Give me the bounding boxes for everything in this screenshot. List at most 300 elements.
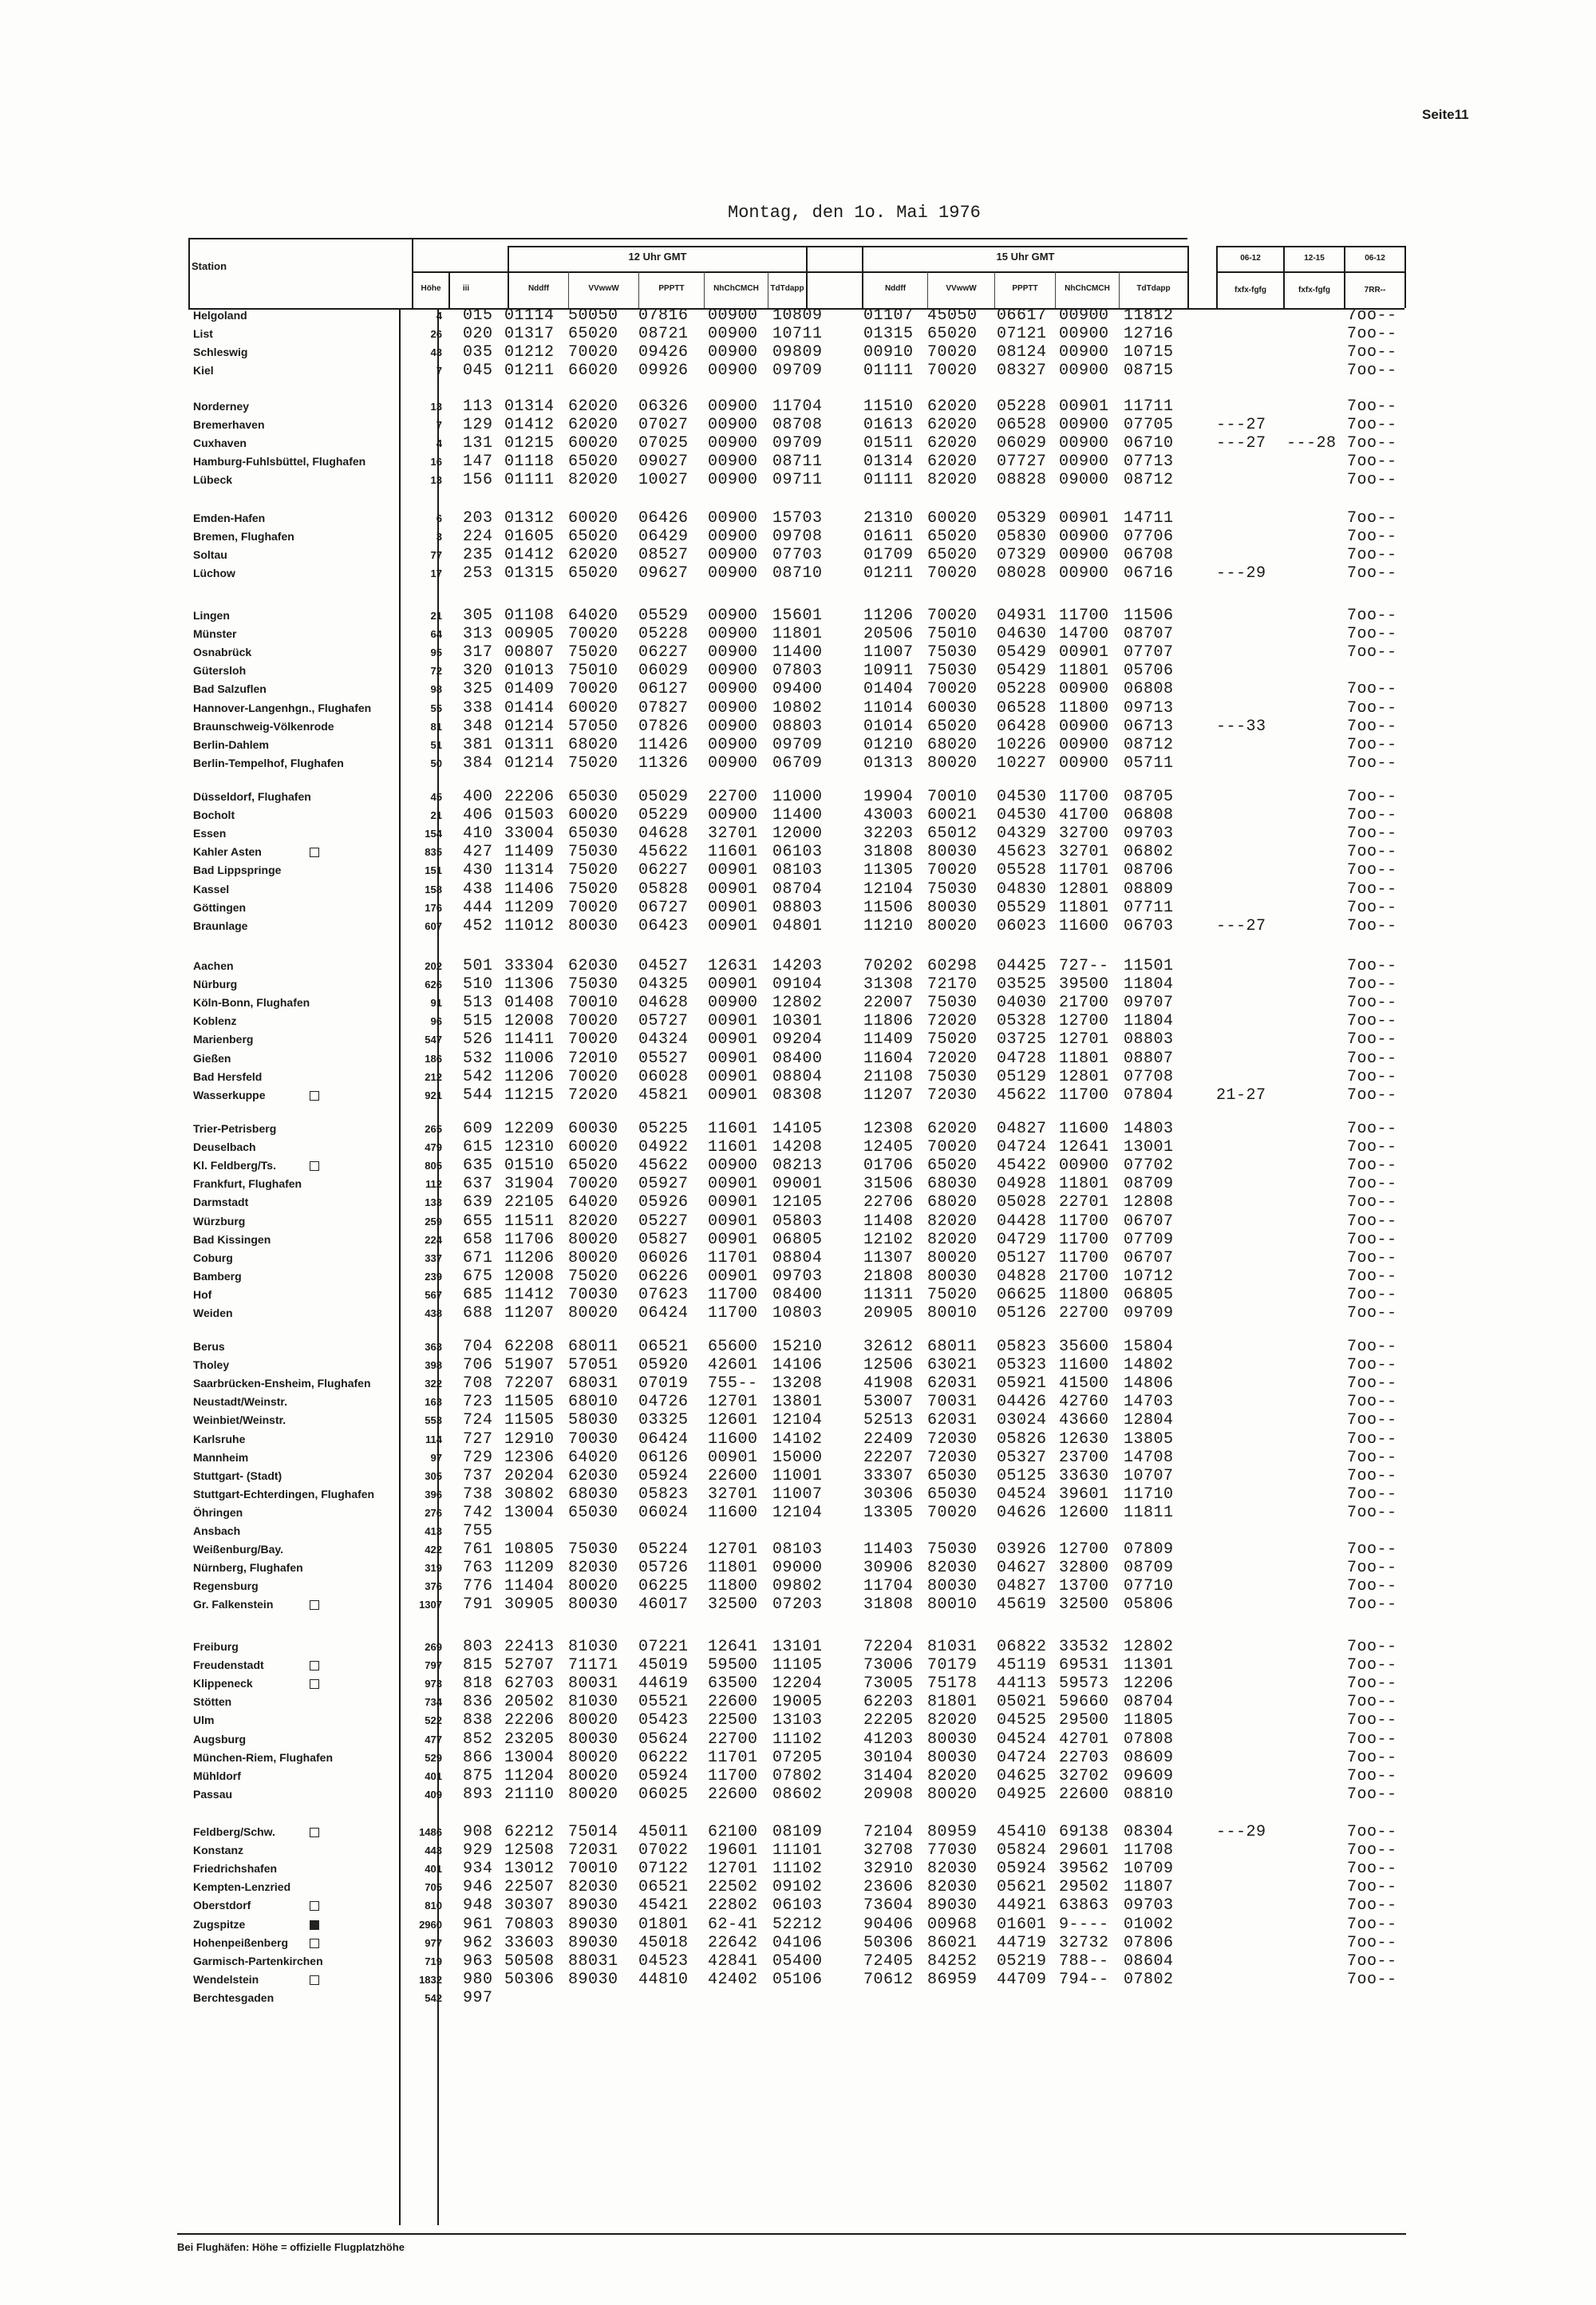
obs-15-value: 31808	[863, 1595, 914, 1615]
station-height: 265	[425, 1123, 442, 1135]
obs-12-value: 11102	[772, 1860, 823, 1879]
obs-12-value: 05423	[638, 1711, 689, 1730]
station-number: 706	[463, 1356, 493, 1375]
extra-value: 7oo--	[1347, 1067, 1397, 1086]
station-name: Wendelstein	[193, 1972, 259, 1986]
station-number: 723	[463, 1393, 493, 1412]
obs-12-value: 01414	[504, 698, 555, 718]
station-number: 639	[463, 1193, 493, 1212]
obs-12-value: 08109	[772, 1823, 823, 1841]
station-name: Ulm	[193, 1714, 215, 1727]
obs-12-value: 08708	[772, 416, 823, 435]
obs-15-value: 75020	[927, 1030, 978, 1050]
station-number: 609	[463, 1120, 493, 1138]
obs-12-value: 00900	[708, 1156, 758, 1176]
obs-12-value: 13101	[772, 1638, 823, 1656]
table-row	[0, 625, 1596, 643]
obs-12-value: 64020	[568, 1193, 618, 1212]
obs-12-value: 22700	[708, 1730, 758, 1749]
obs-15-value: 70020	[927, 1503, 978, 1522]
obs-12-value: 70020	[568, 1067, 618, 1086]
obs-15-value: 30906	[863, 1559, 914, 1578]
station-name: Aachen	[193, 959, 234, 972]
obs-15-value: 10712	[1124, 1267, 1174, 1286]
station-number: 381	[463, 735, 493, 754]
obs-12-value: 05726	[638, 1559, 689, 1578]
obs-15-value: 21310	[863, 509, 914, 528]
obs-12-value: 00900	[708, 698, 758, 718]
obs-12-value: 22802	[708, 1896, 758, 1916]
obs-12-value: 01510	[504, 1156, 555, 1176]
obs-15-value: 73006	[863, 1656, 914, 1675]
table-row	[0, 434, 1596, 453]
obs-15-value: 11207	[863, 1085, 914, 1105]
station-height: 363	[425, 1341, 442, 1353]
table-row	[0, 1086, 1596, 1105]
extra-sub-2: fxfx-fgfg	[1298, 286, 1330, 295]
obs-12-value: 01211	[504, 362, 555, 381]
obs-15-value: 63021	[927, 1356, 978, 1375]
station-number: 320	[463, 662, 493, 681]
station-height: 176	[425, 901, 442, 914]
obs-15-value: 41908	[863, 1374, 914, 1394]
extra-value: 7oo--	[1347, 1951, 1397, 1971]
station-name: Berus	[193, 1340, 225, 1353]
station-name: Köln-Bonn, Flughafen	[193, 996, 310, 1010]
obs-12-value: 75020	[568, 753, 618, 773]
obs-12-value: 09027	[638, 453, 689, 472]
obs-15-value: 12206	[1124, 1674, 1174, 1694]
obs-12-value: 00900	[708, 434, 758, 453]
obs-12-value: 82020	[568, 1212, 618, 1231]
obs-12-value: 00905	[504, 625, 555, 644]
station-height: 72	[430, 665, 442, 678]
obs-12-value: 01317	[504, 325, 555, 344]
obs-12-value: 68020	[568, 735, 618, 754]
obs-15-value: 04830	[997, 880, 1047, 899]
obs-15-value: 05830	[997, 528, 1047, 547]
extra-value: 7oo--	[1347, 1915, 1397, 1934]
obs-12-value: 05828	[638, 880, 689, 899]
station-header: Station	[192, 260, 227, 272]
obs-12-value: 70803	[504, 1915, 555, 1934]
obs-15-value: 90406	[863, 1915, 914, 1934]
col15-nddff: Nddff	[884, 284, 907, 293]
obs-12-value: 12508	[504, 1841, 555, 1860]
obs-12-value: 06423	[638, 916, 689, 935]
obs-12-value: 08103	[772, 861, 823, 880]
obs-12-value: 51907	[504, 1356, 555, 1375]
obs-12-value: 22507	[504, 1878, 555, 1897]
obs-12-value: 11800	[708, 1577, 758, 1596]
obs-12-value: 22206	[504, 788, 555, 806]
obs-12-value: 06028	[638, 1067, 689, 1086]
obs-12-value: 11207	[504, 1304, 555, 1323]
station-name: Gr. Falkenstein	[193, 1598, 274, 1611]
obs-12-value: 13103	[772, 1711, 823, 1730]
obs-12-value: 01114	[504, 306, 555, 325]
obs-15-value: 60298	[927, 957, 978, 975]
station-height: 401	[425, 1769, 442, 1782]
extra-value: 21-27	[1216, 1085, 1266, 1105]
obs-12-value: 04527	[638, 957, 689, 975]
obs-12-value: 05927	[638, 1175, 689, 1194]
obs-12-value: 70010	[568, 1860, 618, 1879]
obs-12-value: 62020	[568, 416, 618, 435]
obs-12-value: 07703	[772, 546, 823, 565]
obs-12-value: 70020	[568, 680, 618, 699]
station-name: Freiburg	[193, 1640, 239, 1653]
obs-12-value: 00901	[708, 1067, 758, 1086]
station-name: Stuttgart-Echterdingen, Flughafen	[193, 1487, 375, 1500]
obs-12-value: 11102	[772, 1730, 823, 1749]
station-number: 675	[463, 1267, 493, 1286]
station-number: 501	[463, 957, 493, 975]
obs-15-value: 06428	[997, 717, 1047, 736]
obs-12-value: 11204	[504, 1766, 555, 1785]
obs-12-value: 08803	[772, 717, 823, 736]
station-number: 348	[463, 717, 493, 736]
obs-15-value: 60030	[927, 698, 978, 718]
obs-12-value: 11007	[772, 1485, 823, 1504]
obs-12-value: 12104	[772, 1411, 823, 1430]
obs-15-value: 62020	[927, 397, 978, 416]
obs-12-value: 65030	[568, 788, 618, 806]
extra-value: 7oo--	[1347, 564, 1397, 583]
obs-15-value: 08709	[1124, 1559, 1174, 1578]
obs-12-value: 06709	[772, 753, 823, 773]
station-height: 376	[425, 1580, 442, 1593]
obs-15-value: 65030	[927, 1485, 978, 1504]
station-height: 805	[425, 1160, 442, 1172]
obs-12-value: 65020	[568, 564, 618, 583]
table-row	[0, 788, 1596, 806]
obs-12-value: 75020	[568, 1267, 618, 1286]
obs-12-value: 68011	[568, 1338, 618, 1356]
obs-12-value: 12631	[708, 957, 758, 975]
obs-15-value: 70010	[927, 788, 978, 806]
obs-15-value: 05228	[997, 397, 1047, 416]
station-name: Darmstadt	[193, 1196, 249, 1209]
obs-12-value: 45019	[638, 1656, 689, 1675]
col12-vvwww: VVwwW	[588, 284, 619, 293]
station-height: 1307	[419, 1599, 442, 1611]
obs-12-value: 11700	[708, 1766, 758, 1785]
obs-15-value: 80030	[927, 1577, 978, 1596]
extra-value: 7oo--	[1347, 1766, 1397, 1785]
obs-15-value: 30104	[863, 1748, 914, 1767]
obs-15-value: 70020	[927, 1138, 978, 1157]
obs-15-value: 82030	[927, 1860, 978, 1879]
obs-15-value: 14700	[1059, 625, 1109, 644]
obs-12-value: 68031	[568, 1374, 618, 1394]
obs-12-value: 22105	[504, 1193, 555, 1212]
obs-15-value: 22700	[1059, 1304, 1109, 1323]
obs-15-value: 12641	[1059, 1138, 1109, 1157]
obs-12-value: 65020	[568, 1156, 618, 1176]
obs-12-value: 75020	[568, 861, 618, 880]
obs-15-value: 44709	[997, 1970, 1047, 1989]
obs-12-value: 05225	[638, 1120, 689, 1138]
station-number: 866	[463, 1748, 493, 1767]
obs-12-value: 12306	[504, 1448, 555, 1467]
obs-12-value: 08721	[638, 325, 689, 344]
obs-15-value: 65030	[927, 1466, 978, 1485]
obs-15-value: 08327	[997, 362, 1047, 381]
obs-12-value: 52212	[772, 1915, 823, 1934]
gmt15-header: 15 Uhr GMT	[996, 251, 1055, 263]
station-height: 977	[425, 1936, 442, 1949]
obs-15-value: 08304	[1124, 1823, 1174, 1841]
obs-12-value: 12104	[772, 1503, 823, 1522]
table-row	[0, 1971, 1596, 1989]
station-height: 50	[430, 757, 442, 769]
obs-15-value: 81031	[927, 1638, 978, 1656]
obs-12-value: 11701	[708, 1248, 758, 1267]
obs-12-value: 65020	[568, 453, 618, 472]
station-number: 738	[463, 1485, 493, 1504]
table-row	[0, 1785, 1596, 1804]
station-number: 452	[463, 916, 493, 935]
obs-12-value: 14208	[772, 1138, 823, 1157]
obs-12-value: 11409	[504, 843, 555, 862]
obs-12-value: 70020	[568, 898, 618, 917]
station-height: 7	[436, 419, 442, 432]
obs-15-value: 05328	[997, 1012, 1047, 1031]
station-name: Coburg	[193, 1251, 233, 1264]
station-name: Nürburg	[193, 978, 238, 991]
table-row	[0, 1193, 1596, 1212]
extra-value: 7oo--	[1347, 1748, 1397, 1767]
obs-15-value: 05529	[997, 898, 1047, 917]
obs-15-value: 13700	[1059, 1577, 1109, 1596]
station-name: Gießen	[193, 1051, 231, 1065]
obs-15-value: 04627	[997, 1559, 1047, 1578]
obs-12-value: 01503	[504, 806, 555, 825]
table-row	[0, 1916, 1596, 1934]
obs-15-value: 11408	[863, 1212, 914, 1231]
obs-15-value: 07713	[1124, 453, 1174, 472]
obs-12-value: 33004	[504, 824, 555, 844]
table-row	[0, 1231, 1596, 1249]
extra-value: 7oo--	[1347, 1230, 1397, 1249]
obs-12-value: 03325	[638, 1411, 689, 1430]
obs-15-value: 00900	[1059, 306, 1109, 325]
obs-15-value: 32732	[1059, 1933, 1109, 1952]
obs-12-value: 44619	[638, 1674, 689, 1694]
obs-12-value: 04628	[638, 824, 689, 844]
obs-12-value: 12008	[504, 1012, 555, 1031]
station-name: Konstanz	[193, 1844, 243, 1857]
obs-15-value: 04530	[997, 788, 1047, 806]
obs-12-value: 62212	[504, 1823, 555, 1841]
obs-15-value: 9----	[1059, 1915, 1109, 1934]
obs-12-value: 12701	[708, 1540, 758, 1560]
obs-12-value: 12601	[708, 1411, 758, 1430]
obs-15-value: 39562	[1059, 1860, 1109, 1879]
extra-value: 7oo--	[1347, 843, 1397, 862]
obs-15-value: 10226	[997, 735, 1047, 754]
table-row	[0, 1522, 1596, 1540]
station-number: 156	[463, 471, 493, 490]
station-number: 737	[463, 1466, 493, 1485]
obs-15-value: 39500	[1059, 975, 1109, 994]
extra-value: 7oo--	[1347, 1175, 1397, 1194]
table-row	[0, 975, 1596, 994]
obs-15-value: 11700	[1059, 1085, 1109, 1105]
extra-value: 7oo--	[1347, 1466, 1397, 1485]
obs-12-value: 62020	[568, 397, 618, 416]
obs-12-value: 05527	[638, 1049, 689, 1068]
obs-15-value: 62031	[927, 1374, 978, 1394]
obs-15-value: 70179	[927, 1656, 978, 1675]
extra-value: 7oo--	[1347, 806, 1397, 825]
obs-12-value: 08710	[772, 564, 823, 583]
obs-15-value: 12808	[1124, 1193, 1174, 1212]
extra-value: 7oo--	[1347, 717, 1397, 736]
station-name: Tholey	[193, 1358, 230, 1372]
obs-12-value: 06225	[638, 1577, 689, 1596]
obs-12-value: 30905	[504, 1595, 555, 1615]
obs-12-value: 60020	[568, 698, 618, 718]
extra-value: 7oo--	[1347, 994, 1397, 1013]
obs-12-value: 11601	[708, 1120, 758, 1138]
obs-15-value: 65020	[927, 717, 978, 736]
obs-15-value: 33630	[1059, 1466, 1109, 1485]
obs-15-value: 00900	[1059, 453, 1109, 472]
table-row	[0, 471, 1596, 489]
obs-15-value: 04530	[997, 806, 1047, 825]
obs-12-value: 07221	[638, 1638, 689, 1656]
obs-15-value: 11801	[1059, 662, 1109, 681]
obs-15-value: 80020	[927, 753, 978, 773]
station-name: Würzburg	[193, 1214, 246, 1228]
obs-12-value: 81030	[568, 1638, 618, 1656]
obs-15-value: 22409	[863, 1429, 914, 1449]
obs-12-value: 75030	[568, 1540, 618, 1560]
obs-15-value: 70020	[927, 607, 978, 625]
obs-15-value: 01601	[997, 1915, 1047, 1934]
obs-12-value: 80020	[568, 1577, 618, 1596]
station-height: 43	[430, 346, 442, 359]
station-height: 7	[436, 365, 442, 378]
station-name: München-Riem, Flughafen	[193, 1750, 333, 1764]
obs-15-value: 07809	[1124, 1540, 1174, 1560]
obs-12-value: 09400	[772, 680, 823, 699]
obs-12-value: 01412	[504, 416, 555, 435]
obs-15-value: 00901	[1059, 643, 1109, 662]
obs-15-value: 05711	[1124, 753, 1174, 773]
station-height: 45	[430, 791, 442, 803]
table-row	[0, 1841, 1596, 1860]
obs-15-value: 12801	[1059, 880, 1109, 899]
obs-15-value: 72170	[927, 975, 978, 994]
obs-12-value: 00901	[708, 1448, 758, 1467]
obs-15-value: 00900	[1059, 564, 1109, 583]
obs-15-value: 05028	[997, 1193, 1047, 1212]
obs-15-value: 22706	[863, 1193, 914, 1212]
col12-tdtd: TdTdapp	[770, 284, 804, 293]
extra-value: 7oo--	[1347, 1030, 1397, 1050]
obs-12-value: 45421	[638, 1896, 689, 1916]
station-height: 81	[430, 720, 442, 733]
extra-value: 7oo--	[1347, 753, 1397, 773]
obs-15-value: 06710	[1124, 434, 1174, 453]
extra-value: 7oo--	[1347, 1711, 1397, 1730]
obs-15-value: 14708	[1124, 1448, 1174, 1467]
table-row	[0, 1050, 1596, 1068]
obs-15-value: 73604	[863, 1896, 914, 1916]
obs-15-value: 12405	[863, 1138, 914, 1157]
table-row	[0, 1656, 1596, 1674]
obs-12-value: 66020	[568, 362, 618, 381]
table-row	[0, 1860, 1596, 1878]
obs-15-value: 73005	[863, 1674, 914, 1694]
obs-15-value: 69531	[1059, 1656, 1109, 1675]
station-number: 929	[463, 1841, 493, 1860]
obs-12-value: 00900	[708, 643, 758, 662]
station-height: 553	[425, 1414, 442, 1427]
obs-15-value: 05323	[997, 1356, 1047, 1375]
square-icon	[310, 1901, 319, 1911]
obs-12-value: 58030	[568, 1411, 618, 1430]
obs-12-value: 06025	[638, 1785, 689, 1804]
obs-12-value: 10711	[772, 325, 823, 344]
obs-15-value: 45422	[997, 1156, 1047, 1176]
obs-15-value: 80010	[927, 1304, 978, 1323]
station-height: 973	[425, 1678, 442, 1690]
obs-12-value: 04523	[638, 1951, 689, 1971]
table-row	[0, 362, 1596, 380]
obs-12-value: 80020	[568, 1230, 618, 1249]
station-number: 838	[463, 1711, 493, 1730]
table-row	[0, 564, 1596, 583]
station-height: 522	[425, 1714, 442, 1727]
extra-value: 7oo--	[1347, 1356, 1397, 1375]
obs-15-value: 86021	[927, 1933, 978, 1952]
obs-12-value: 12105	[772, 1193, 823, 1212]
obs-15-value: 72204	[863, 1638, 914, 1656]
obs-12-value: 09926	[638, 362, 689, 381]
obs-15-value: 31404	[863, 1766, 914, 1785]
obs-12-value: 05227	[638, 1212, 689, 1231]
station-name: Emden-Hafen	[193, 512, 266, 524]
obs-15-value: 00900	[1059, 528, 1109, 547]
obs-15-value: 11600	[1059, 1120, 1109, 1138]
obs-15-value: 45119	[997, 1656, 1047, 1675]
obs-12-value: 06326	[638, 397, 689, 416]
table-row	[0, 1711, 1596, 1730]
obs-15-value: 45623	[997, 843, 1047, 862]
obs-12-value: 07019	[638, 1374, 689, 1394]
obs-12-value: 70020	[568, 343, 618, 362]
col12-clouds: NhChCMCH	[713, 284, 759, 293]
station-number: 803	[463, 1638, 493, 1656]
obs-15-value: 04329	[997, 824, 1047, 844]
obs-15-value: 06707	[1124, 1212, 1174, 1231]
station-height: 921	[425, 1089, 442, 1101]
obs-15-value: 30306	[863, 1485, 914, 1504]
obs-12-value: 62100	[708, 1823, 758, 1841]
obs-15-value: 00900	[1059, 325, 1109, 344]
obs-12-value: 23205	[504, 1730, 555, 1749]
station-name: Stuttgart- (Stadt)	[193, 1469, 282, 1482]
obs-12-value: 11600	[708, 1503, 758, 1522]
obs-12-value: 00900	[708, 607, 758, 625]
station-number: 727	[463, 1429, 493, 1449]
obs-12-value: 11306	[504, 975, 555, 994]
obs-12-value: 81030	[568, 1693, 618, 1712]
